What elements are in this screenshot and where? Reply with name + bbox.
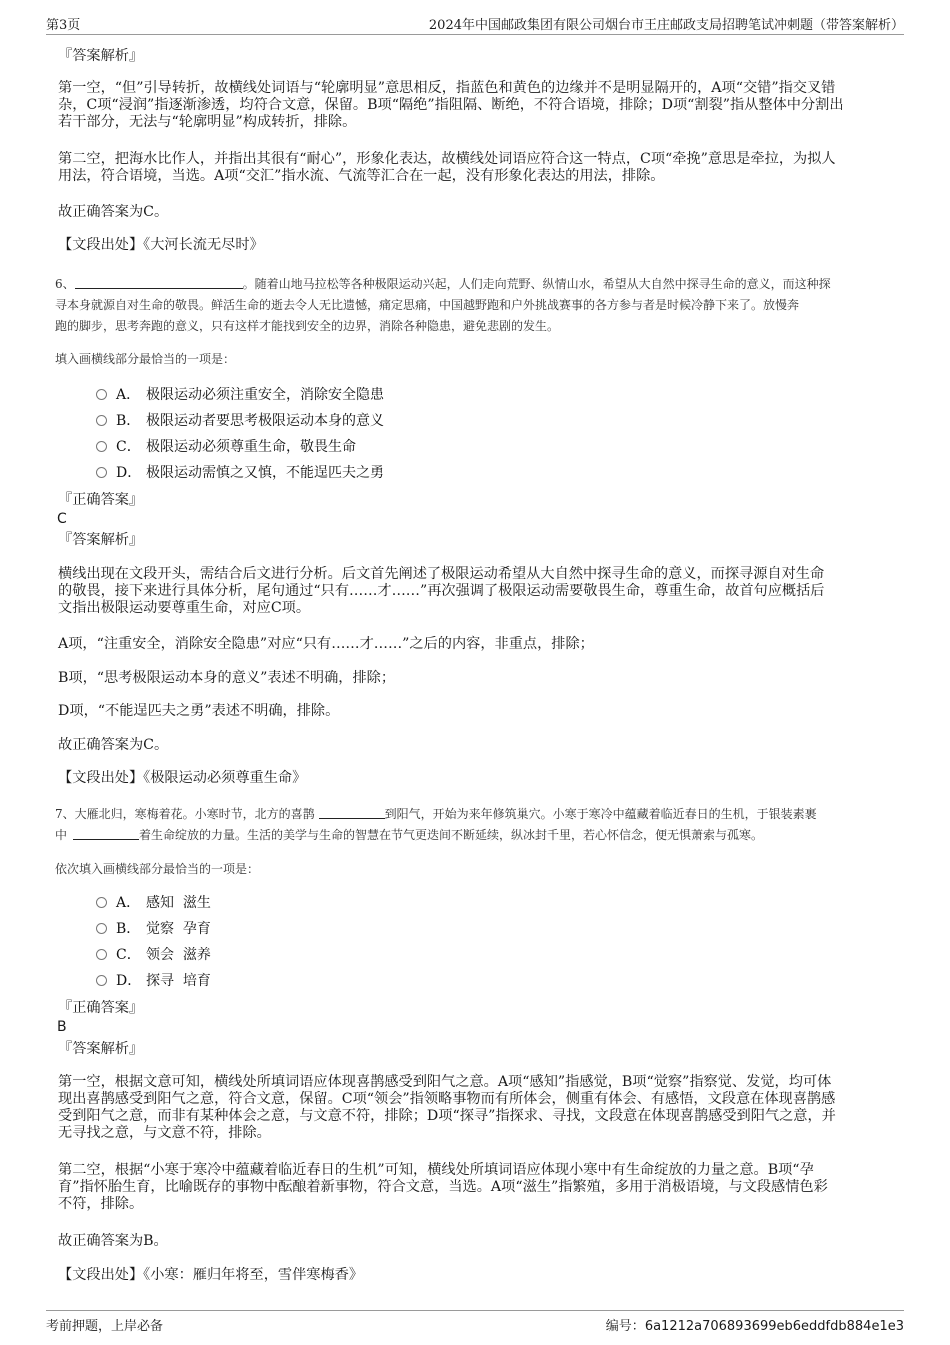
q6-conclusion: 故正确答案为C。 — [58, 737, 169, 753]
text-line: 现出喜鹊感受到阳气之意，符合文意，保留。C项“领会”指领略事物而有所体会，侧重有体会、有感悟，文段意在体现喜鹊感 — [58, 1091, 836, 1107]
document-title: 2024年中国邮政集团有限公司烟台市王庄邮政支局招聘笔试冲刺题（带答案解析） — [428, 18, 904, 33]
q6-option-d[interactable]: D． 极限运动需慎之又慎，不能逞匹夫之勇 — [96, 462, 384, 484]
text-line: 用法，符合语境，当选。A项“交汇”指水流、气流等汇合在一起，没有形象化表达的用法，排除。 — [58, 168, 665, 184]
stem-text: 。随着山地马拉松等各种极限运动兴起，人们走向荒野、纵情山水，希望从大自然中探寻生命的意义，而这种探 — [242, 277, 831, 291]
footer-slogan: 考前押题，上岸必备 — [46, 1319, 164, 1334]
q7-option-b[interactable]: B． 觉察 孕育 — [96, 918, 211, 940]
text-line: 第一空，根据文意可知，横线处所填词语应体现喜鹊感受到阳气之意。A项“感知”指感觉，B项“觉察”指察觉、发觉，均可体 — [58, 1074, 832, 1090]
text-line: 无寻找之意，与文意不符，排除。 — [58, 1125, 271, 1141]
text-line: 第一空，“但”引导转折，故横线处词语与“轮廓明显”意思相反，指蓝色和黄色的边缘并不是明显隔开的，A项“交错”指交叉错 — [58, 80, 836, 96]
text-line: 受到阳气之意，而非有某种体会之意，与文意不符，排除；D项“探寻”指探求、寻找，文段意在体现喜鹊感受到阳气之意，并 — [58, 1108, 836, 1124]
radio-icon[interactable] — [96, 441, 107, 452]
q7-analysis-para2 — [58, 1162, 894, 1213]
q7-stem: 7、大雁北归，寒梅着花。小寒时节，北方的喜鹊 到阳气，开始为来年修筑巢穴。小寒于寒冷中蕴藏着临近春日的生机，于银装素裹 中 着生命绽放的力量。生活的美学与生命的智慧在节气更迭间不断延续，纵冰封千里，若心怀信念，便无惧萧索与孤寒。 — [55, 807, 817, 842]
q6-answer-label: 『正确答案』 — [58, 492, 144, 508]
q6-b-note: B项，“思考极限运动本身的意义”表述不明确，排除； — [58, 670, 396, 686]
page-header — [46, 14, 904, 35]
text-line: 不符，排除。 — [58, 1196, 144, 1212]
q6-prompt: 填入画横线部分最恰当的一项是： — [55, 352, 236, 366]
q7-answer-label: 『正确答案』 — [58, 1000, 144, 1016]
q7-option-c[interactable]: C． 领会 滋养 — [96, 944, 211, 966]
q6-analysis-para1 — [58, 566, 894, 617]
text-line: 跑的脚步，思考奔跑的意义，只有这样才能找到安全的边界，消除各种隐患，避免悲剧的发生。 — [55, 319, 560, 333]
q7-analysis-label: 『答案解析』 — [58, 1041, 144, 1057]
q6-source: 【文段出处】《极限运动必须尊重生命》 — [58, 770, 307, 786]
q7-analysis-para1 — [58, 1074, 894, 1142]
text-line: 寻本身就源自对生命的敬畏。鲜活生命的逝去令人无比遗憾，痛定思痛，中国越野跑和户外挑战赛事的各方参与者是时候冷静下来了。放慢奔 — [55, 298, 800, 312]
q7-option-a[interactable]: A． 感知 滋生 — [96, 892, 211, 914]
radio-icon[interactable] — [96, 415, 107, 426]
text-line: 杂，C项“浸润”指逐渐渗透，均符合文意，保留。B项“隔绝”指阻隔、断绝，不符合语境，排除；D项“割裂”指从整体中分割出 — [58, 97, 844, 113]
radio-icon[interactable] — [96, 467, 107, 478]
q7-prompt: 依次填入画横线部分最恰当的一项是： — [55, 862, 260, 876]
q7-answer: B — [57, 1019, 67, 1035]
text-line: 育”指怀胎生育，比喻既存的事物中酝酿着新事物，符合文意，当选。A项“滋生”指繁殖，多用于消极语境，与文段感情色彩 — [58, 1179, 828, 1195]
radio-icon[interactable] — [96, 897, 107, 908]
radio-icon[interactable] — [96, 975, 107, 986]
q6-a-note: A项，“注重安全，消除安全隐患”对应“只有……才……”之后的内容，非重点，排除； — [58, 636, 594, 652]
text-line: 文指出极限运动要尊重生命，对应C项。 — [58, 600, 311, 616]
q6-option-c[interactable]: C． 极限运动必须尊重生命，敬畏生命 — [96, 436, 356, 458]
text-line: 第二空，根据“小寒于寒冷中蕴藏着临近春日的生机”可知，横线处所填词语应体现小寒中有生命绽放的力量之意。B项“孕 — [58, 1162, 814, 1178]
q6-d-note: D项，“不能逞匹夫之勇”表述不明确，排除。 — [58, 703, 340, 719]
q5-analysis-para2 — [58, 151, 894, 185]
text-line: 若干部分，无法与“轮廓明显”构成转折，排除。 — [58, 114, 357, 130]
page-footer — [46, 1310, 904, 1334]
q5-source: 【文段出处】《大河长流无尽时》 — [58, 237, 264, 253]
q6-option-b[interactable]: B． 极限运动者要思考极限运动本身的意义 — [96, 410, 384, 432]
text-line: 的敬畏，接下来进行具体分析，尾句通过“只有……才……”再次强调了极限运动需要敬畏生命，尊重生命，故首句应概括后 — [58, 583, 825, 599]
q5-analysis-para1 — [58, 80, 894, 131]
q5-analysis-label: 『答案解析』 — [58, 48, 144, 64]
page-number: 第3页 — [46, 18, 81, 33]
text-line: 横线出现在文段开头，需结合后文进行分析。后文首先阐述了极限运动希望从大自然中探寻生命的意义，而探寻源自对生命 — [58, 566, 825, 582]
question-number: 6、 — [55, 277, 75, 291]
q6-stem — [55, 274, 905, 337]
q7-conclusion: 故正确答案为B。 — [58, 1233, 168, 1249]
q7-option-d[interactable]: D． 探寻 培育 — [96, 970, 211, 992]
q7-source: 【文段出处】《小寒：雁归年将至，雪伴寒梅香》 — [58, 1267, 364, 1283]
radio-icon[interactable] — [96, 949, 107, 960]
answer-blank — [73, 827, 139, 840]
q6-option-a[interactable]: A． 极限运动必须注重安全，消除安全隐患 — [96, 384, 384, 406]
answer-blank — [75, 276, 243, 289]
text-line: 第二空，把海水比作人，并指出其很有“耐心”，形象化表达，故横线处词语应符合这一特点，C项“牵挽”意思是牵拉，为拟人 — [58, 151, 836, 167]
answer-blank — [319, 806, 385, 819]
radio-icon[interactable] — [96, 923, 107, 934]
q5-conclusion: 故正确答案为C。 — [58, 204, 169, 220]
q6-analysis-label: 『答案解析』 — [58, 532, 144, 548]
q6-answer: C — [57, 511, 67, 527]
document-code: 编号：6a1212a706893699eb6eddfdb884e1e3 — [605, 1319, 904, 1334]
radio-icon[interactable] — [96, 389, 107, 400]
